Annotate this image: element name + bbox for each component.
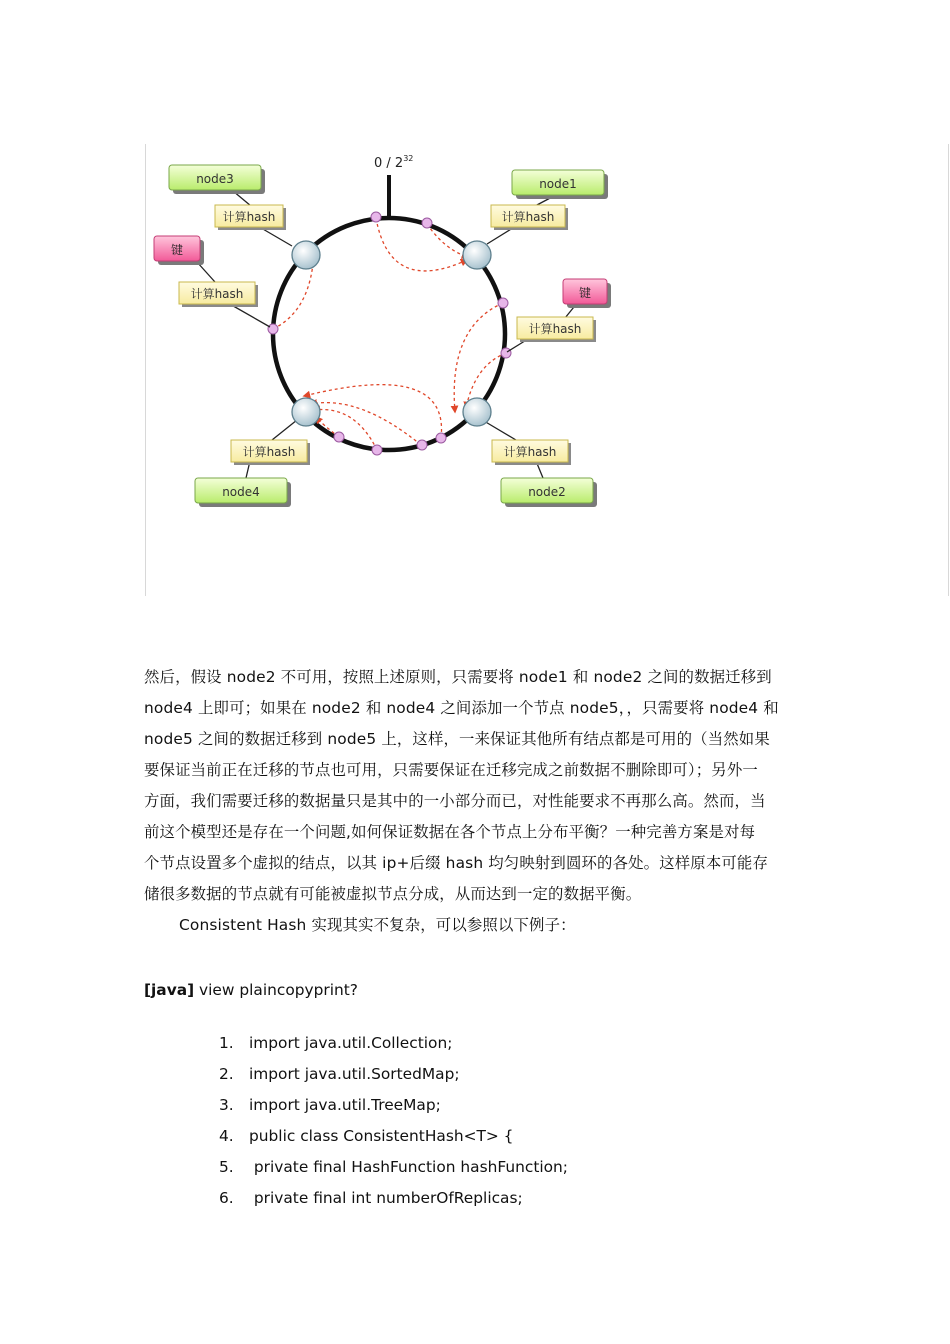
- node4-label: node4: [222, 485, 260, 499]
- code-line: [219, 1061, 568, 1092]
- key-label-box: [154, 236, 204, 265]
- code-text: private final int numberOfReplicas;: [249, 1189, 523, 1207]
- node2-label-box: [501, 478, 597, 507]
- code-text: private final HashFunction hashFunction;: [249, 1158, 568, 1176]
- paragraph-line: 储很多数据的节点就有可能被虚拟节点分成，从而达到一定的数据平衡。: [144, 885, 642, 903]
- hash-label: 计算hash: [222, 210, 276, 224]
- code-listing: [219, 1030, 568, 1216]
- code-line: [219, 1154, 568, 1185]
- paragraph-line: node4 上即可；如果在 node2 和 node4 之间添加一个节点 node5，，只需要将 node4 和: [144, 699, 779, 717]
- hash-label: 计算hash: [501, 210, 555, 224]
- paragraph-line: 个节点设置多个虚拟的结点，以其 ip+后缀 hash 均匀映射到圆环的各处。这样原本可能存: [144, 854, 768, 872]
- hash-box-node4: [231, 440, 310, 465]
- node3-label: node3: [196, 172, 234, 186]
- physical-nodes: [292, 241, 491, 426]
- consistent-hash-ring-diagram: [144, 144, 950, 596]
- hash-label: 计算hash: [503, 445, 557, 459]
- node2-label: node2: [528, 485, 566, 499]
- body-paragraph: [144, 662, 812, 941]
- node1-label: node1: [539, 177, 577, 191]
- hash-box-node3: [215, 205, 286, 230]
- line-number: 4.: [219, 1127, 234, 1145]
- code-line: [219, 1123, 568, 1154]
- hash-box-key-left: [179, 282, 258, 307]
- ring-origin-label: $0 / 2^{32}$: [374, 154, 414, 171]
- code-toolbar: [144, 978, 358, 1002]
- key-label: 键: [170, 243, 184, 257]
- node4-label-box: [195, 478, 291, 507]
- code-line: [219, 1092, 568, 1123]
- paragraph-line: 然后，假设 node2 不可用，按照上述原则，只需要将 node1 和 node2 之间的数据迁移到: [144, 668, 772, 686]
- node3-label-box: [169, 165, 265, 194]
- code-line: [219, 1185, 568, 1216]
- code-text: import java.util.TreeMap;: [249, 1096, 441, 1114]
- hash-box-node1: [491, 205, 568, 230]
- paragraph-line: 方面，我们需要迁移的数据量只是其中的一小部分而已，对性能要求不再那么高。然而，当: [144, 792, 766, 810]
- hash-box-key-right: [517, 317, 596, 342]
- code-toolbar-links[interactable]: view plaincopyprint?: [194, 981, 358, 999]
- line-number: 6.: [219, 1189, 234, 1207]
- hash-label: 计算hash: [528, 322, 582, 336]
- code-line: [219, 1030, 568, 1061]
- line-number: 3.: [219, 1096, 234, 1114]
- paragraph-line: 前这个模型还是存在一个问题,如何保证数据在各个节点上分布平衡？一种完善方案是对每: [144, 823, 756, 841]
- line-number: 2.: [219, 1065, 234, 1083]
- hash-label: 计算hash: [190, 287, 244, 301]
- code-text: import java.util.SortedMap;: [249, 1065, 460, 1083]
- hash-label: 计算hash: [242, 445, 296, 459]
- code-text: public class ConsistentHash<T> {: [249, 1127, 514, 1145]
- paragraph-line: node5 之间的数据迁移到 node5 上，这样，一来保证其他所有结点都是可用的（当然如果: [144, 730, 770, 748]
- line-number: 5.: [219, 1158, 234, 1176]
- code-text: import java.util.Collection;: [249, 1034, 453, 1052]
- key-label-box: [563, 279, 611, 308]
- intro-sentence: Consistent Hash 实现其实不复杂，可以参照以下例子：: [179, 916, 576, 934]
- node1-label-box: [512, 170, 608, 199]
- paragraph-line: 要保证当前正在迁移的节点也可用，只需要保证在迁移完成之前数据不删除即可）；另外一: [144, 761, 758, 779]
- line-number: 1.: [219, 1034, 234, 1052]
- key-label: 键: [578, 286, 592, 300]
- code-language-label: [java]: [144, 981, 195, 999]
- hash-box-node2: [492, 440, 571, 465]
